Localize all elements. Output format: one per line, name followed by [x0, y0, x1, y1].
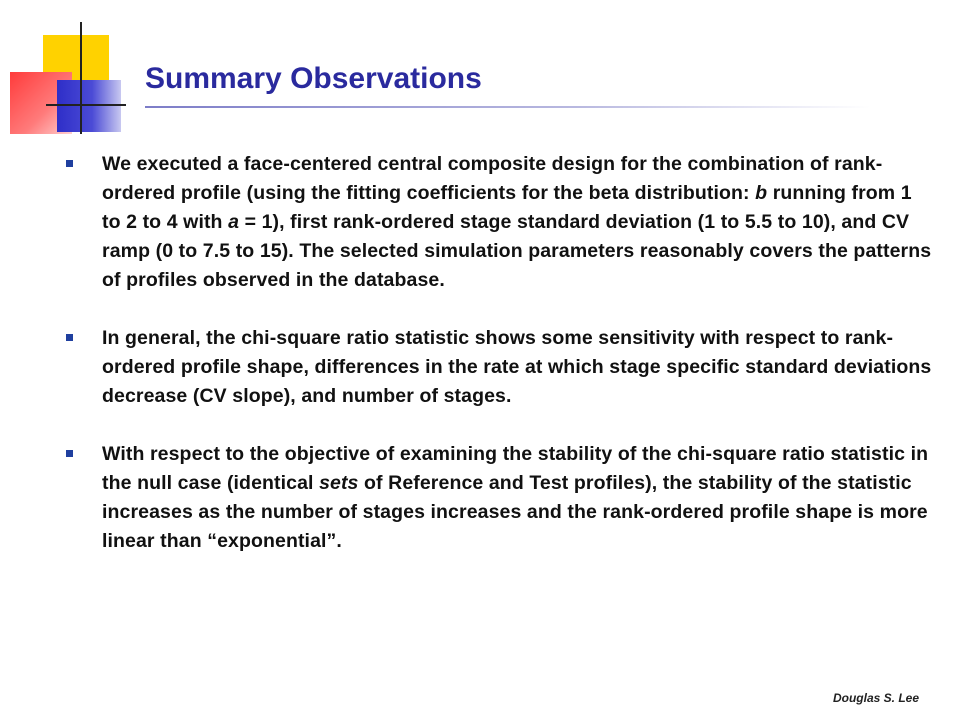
square-bullet-icon — [66, 334, 73, 341]
square-bullet-icon — [66, 160, 73, 167]
logo-blue-square — [57, 80, 121, 132]
bullet-list — [63, 150, 933, 556]
bullet-item-2 — [63, 324, 933, 411]
bullet-text-2: In general, the chi-square ratio statistic shows some sensitivity with respect to rank-ordered profile shape, differences in the rate at which stage specific standard deviations decrease (CV slope), and number of stages. — [102, 327, 932, 407]
footer-author: Douglas S. Lee — [832, 691, 919, 705]
bullet-item-3 — [63, 440, 933, 556]
logo-horizontal-line — [46, 104, 126, 106]
bullet-text-3: With respect to the objective of examining the stability of the chi-square ratio statistic in the null case (identical sets of Reference and Test profiles), the stability of the statistic increases as the number of stages increases and the rank-ordered profile shape is more linear than “exponential”. — [102, 443, 929, 552]
title-underline — [145, 106, 870, 108]
bullet-text-1: We executed a face-centered central composite design for the combination of rank-ordered profile (using the fitting coefficients for the beta distribution: b running from 1 to 2 to 4 with a = 1), first rank-ordered stage standard deviation (1 to 5.5 to 10), and CV ramp (0 to 7.5 to 15). The selected simulation parameters reasonably covers the patterns of profiles observed in the database. — [102, 153, 932, 291]
square-bullet-icon — [66, 450, 73, 457]
slide-title: Summary Observations — [145, 62, 482, 95]
bullet-item-1 — [63, 150, 933, 295]
logo-vertical-line — [80, 22, 82, 134]
